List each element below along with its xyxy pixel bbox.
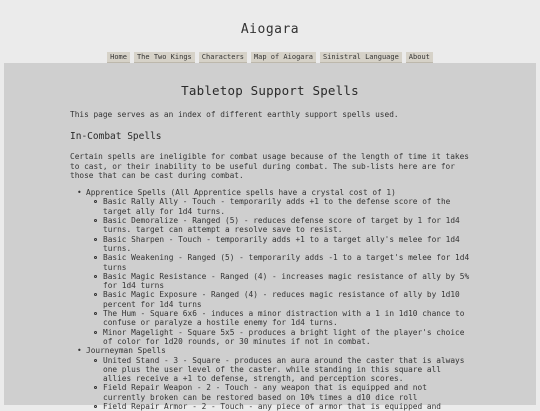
tier-journeyman [70, 346, 470, 411]
page-title: Tabletop Support Spells [181, 83, 359, 98]
section-description: Certain spells are ineligible for combat usage because of the length of time it takes to cast, or their inability to be useful during combat. The sub-lists here are for those that can be cast during combat. [70, 152, 470, 180]
nav-the-two-kings[interactable]: The Two Kings [134, 52, 195, 63]
spell-item: Basic Demoralize - Ranged (5) - reduces defense score of target by 1 for 1d4 turns. target can attempt a resolve save to resist. [103, 216, 470, 235]
intro-text: This page serves as an index of different earthly support spells used. [70, 110, 399, 119]
spell-item: Basic Weakening - Ranged (5) - temporarily adds -1 to a target's melee for 1d4 turns [103, 253, 470, 272]
nav-characters[interactable]: Characters [199, 52, 247, 63]
nav-about[interactable]: About [406, 52, 433, 63]
content-panel [4, 63, 536, 411]
spell-list [86, 197, 470, 346]
spell-item: The Hum - Square 6x6 - induces a minor distraction with a 1 in 1d10 chance to confuse or paralyze a hostile enemy for 1d4 turns. [103, 309, 470, 328]
tier-label: • Journeyman Spells [86, 346, 166, 356]
tier-label: • Apprentice Spells (All Apprentice spells have a crystal cost of 1) [86, 188, 396, 198]
article [70, 63, 470, 411]
spell-list [86, 356, 470, 411]
spell-item: Basic Magic Resistance - Ranged (4) - increases magic resistance of ally by 5% for 1d4 turns [103, 271, 470, 291]
spell-item: Basic Magic Exposure - Ranged (4) - reduces magic resistance of ally by 1d10 percent for 1d4 turns [103, 290, 470, 309]
spell-item: United Stand - 3 - Square - produces an aura around the caster that is always one plus the user level of the caster. while standing in this square all allies receive a +1 to defense, strength, and perception scores. [103, 356, 470, 384]
spell-tier-list [70, 188, 470, 411]
spell-item: Minor Magelight - Square 5x5 - produces a bright light of the player's choice of color for 1d20 rounds, or 30 minutes if not in combat. [103, 328, 470, 347]
site-title: Aiogara [240, 22, 300, 37]
spell-item: Basic Rally Ally - Touch - temporarily adds +1 to the defense score of the target ally for 1d4 turns. [103, 197, 470, 216]
spell-item: Basic Sharpen - Touch - temporarily adds +1 to a target ally's melee for 1d4 turns. [103, 235, 470, 254]
nav-home[interactable]: Home [107, 52, 130, 63]
spell-item: Field Repair Armor - 2 - Touch - any piece of armor that is equipped and [103, 402, 470, 411]
spell-item: Field Repair Weapon - 2 - Touch - any weapon that is equipped and not currently broken can be restored based on 10% times a d10 dice roll [103, 383, 470, 402]
section-heading: In-Combat Spells [70, 131, 162, 143]
tier-apprentice [70, 188, 470, 346]
main-nav [0, 52, 540, 63]
nav-map-of-aiogara[interactable]: Map of Aiogara [251, 52, 316, 63]
nav-sinistral-language[interactable]: Sinistral Language [320, 52, 402, 63]
